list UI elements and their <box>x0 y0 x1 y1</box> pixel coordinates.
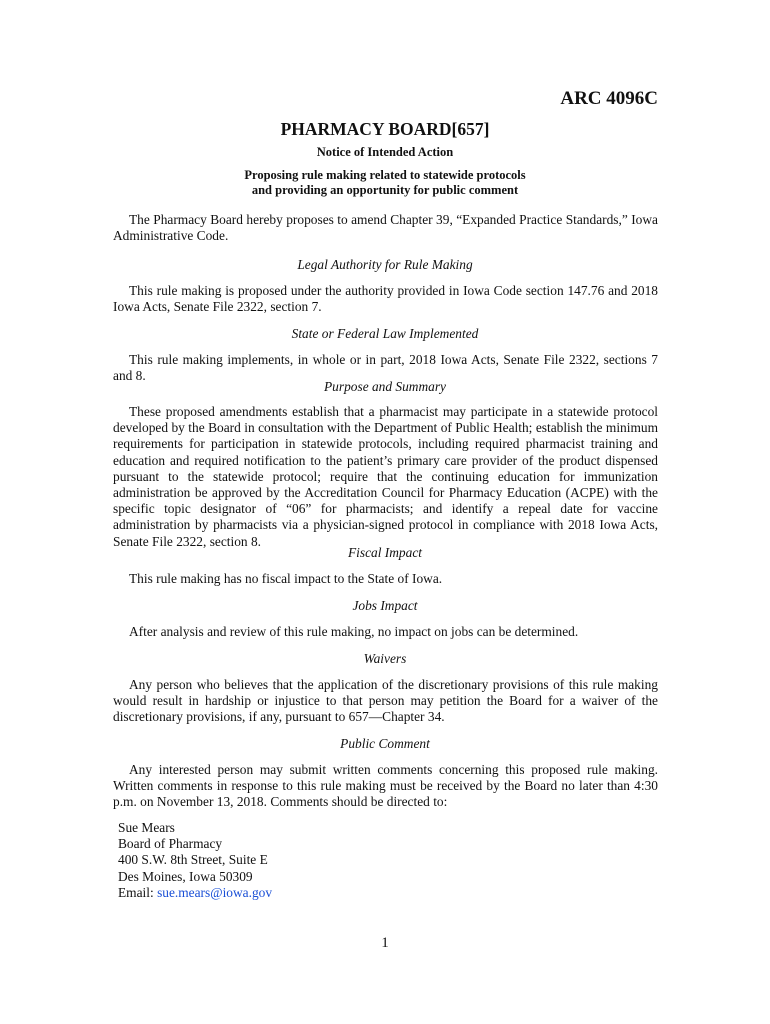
jobs-paragraph: After analysis and review of this rule making, no impact on jobs can be determined. <box>129 624 579 639</box>
intro-paragraph: The Pharmacy Board hereby proposes to amend Chapter 39, “Expanded Practice Standards,” Iowa Administrative Code. <box>113 212 658 244</box>
arc-number: ARC 4096C <box>560 88 658 109</box>
subject-heading <box>0 168 770 198</box>
fiscal-heading: Fiscal Impact <box>347 545 422 560</box>
notice-type: Notice of Intended Action <box>316 145 454 159</box>
subject-line-2: and providing an opportunity for public comment <box>251 183 519 197</box>
contact-office: Board of Pharmacy <box>118 836 223 852</box>
law-implemented-paragraph: This rule making implements, in whole or in part, 2018 Iowa Acts, Senate File 2322, sections 7 and 8. <box>113 352 658 384</box>
law-implemented-heading: State or Federal Law Implemented <box>291 326 479 341</box>
subject-line-1: Proposing rule making related to statewide protocols <box>244 168 526 182</box>
legal-authority-heading: Legal Authority for Rule Making <box>297 257 473 272</box>
fiscal-paragraph: This rule making has no fiscal impact to the State of Iowa. <box>129 571 443 586</box>
contact-name: Sue Mears <box>118 820 175 835</box>
legal-authority-paragraph: This rule making is proposed under the authority provided in Iowa Code section 147.76 and 2018 Iowa Acts, Senate File 2322, section 7. <box>113 283 658 315</box>
public-comment-paragraph: Any interested person may submit written comments concerning this proposed rule making. Written comments in response to this rule making must be received by the Board no later than 4:30 p.m. on November 13, 2018. Comments should be directed to: <box>113 762 658 810</box>
agency-title: PHARMACY BOARD[657] <box>280 119 490 139</box>
email-label: Email: <box>118 884 154 900</box>
purpose-paragraph: These proposed amendments establish that a pharmacist may participate in a statewide protocol developed by the Board in consultation with the Department of Public Health; establish the minimum requirements for participation in statewide protocols, including required pharmacist training and education and required notification to the patient’s primary care provider of the product dispensed pursuant to the statewide protocol; require that the continuing education for immunization administration be approved by the Accreditation Council for Pharmacy Education (ACPE) with the specific topic designator of “06” for pharmacists; and identify a repeal date for vaccine administration by pharmacists via a physician-signed protocol in compliance with 2018 Iowa Acts, Senate File 2322, section 8. <box>113 404 658 549</box>
jobs-heading: Jobs Impact <box>352 598 418 613</box>
purpose-heading: Purpose and Summary <box>324 379 446 394</box>
contact-address <box>118 820 272 901</box>
contact-street: 400 S.W. 8th Street, Suite E <box>118 852 268 868</box>
public-comment-heading: Public Comment <box>340 736 430 751</box>
email-link[interactable]: sue.mears@iowa.gov <box>157 884 273 900</box>
contact-city: Des Moines, Iowa 50309 <box>118 868 253 884</box>
page-number: 1 <box>381 935 389 951</box>
contact-email-line <box>118 885 272 901</box>
waivers-paragraph: Any person who believes that the application of the discretionary provisions of this rule making would result in hardship or injustice to that person may petition the Board for a waiver of the discretionary provisions, if any, pursuant to 657—Chapter 34. <box>113 677 658 725</box>
waivers-heading: Waivers <box>363 651 407 666</box>
